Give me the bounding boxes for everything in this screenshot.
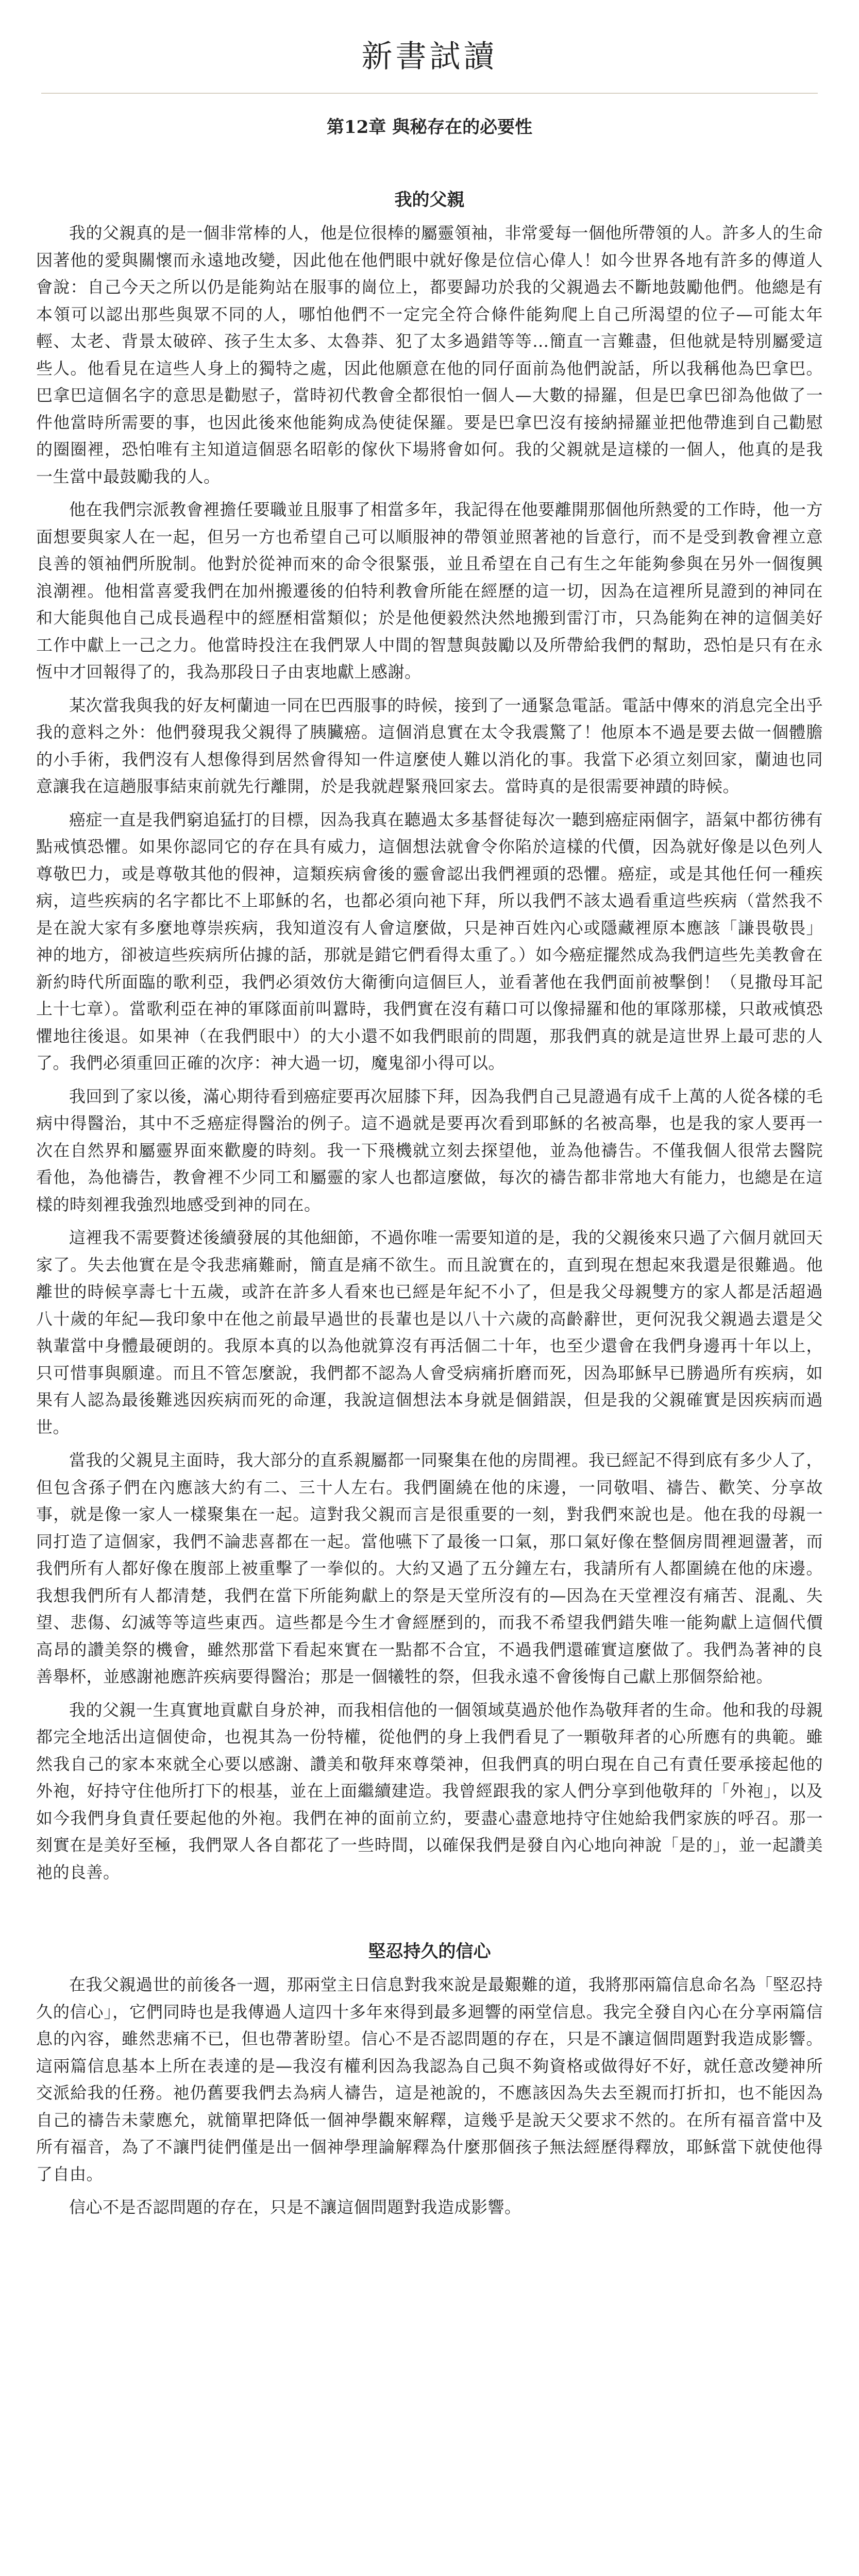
- paragraph: 我的父親真的是一個非常棒的人，他是位很棒的屬靈領袖，非常愛每一個他所帶領的人。許多人的生命因著他的愛與關懷而永遠地改變，因此他在他們眼中就好像是位信心偉人！如今世界各地有許多的傳道人會說：自己今天之所以仍是能夠站在服事的崗位上，都要歸功於我的父親過去不斷地鼓勵他們。他總是有本領可以認出那些與眾不同的人，哪怕他們不一定完全符合條件能夠爬上自己所渴望的位子—可能太年輕、太老、背景太破碎、孩子生太多、太魯莽、犯了太多過錯等等…簡直一言難盡，但他就是特別屬愛這些人。他看見在這些人身上的獨特之處，因此他願意在他的同仔面前為他們說話，所以我稱他為巴拿巴。巴拿巴這個名字的意思是勸慰子，當時初代教會全都很怕一個人—大數的掃羅，但是巴拿巴卻為他做了一件他當時所需要的事，也因此後來他能夠成為使徒保羅。要是巴拿巴沒有接納掃羅並把他帶進到自己勸慰的圈圈裡，恐怕唯有主知道這個惡名昭彰的傢伙下場將會如何。我的父親就是這樣的一個人，他真的是我一生當中最鼓勵我的人。: [36, 223, 823, 486]
- paragraph: 這裡我不需要贅述後續發展的其他細節，不過你唯一需要知道的是，我的父親後來只過了六個月就回天家了。失去他實在是令我悲痛難耐，簡直是痛不欲生。而且說實在的，直到現在想起來我還是很難過。他離世的時候享壽七十五歲，或許在許多人看來也已經是年紀不小了，但是我父母親雙方的家人都是活超過八十歲的年紀—我印象中在他之前最早過世的長輩也是以八十六歲的高齡辭世，更何況我父親過去還是父執輩當中身體最硬朗的。我原本真的以為他就算沒有再活個二十年，也至少還會在我們身邊再十年以上，只可惜事與願違。而且不管怎麼說，我們都不認為人會受病痛折磨而死，因為耶穌早已勝過所有疾病，如果有人認為最後難逃因疾病而死的命運，我說這個想法本身就是個錯誤，但是我的父親確實是因疾病而過世。: [36, 1228, 823, 1437]
- paragraph: 信心不是否認問題的存在，只是不讓這個問題對我造成影響。: [69, 2197, 521, 2217]
- paragraph: 某次當我與我的好友柯蘭迪一同在巴西服事的時候，接到了一通緊急電話。電話中傳來的消息完全出乎我的意料之外：他們發現我父親得了胰臟癌。這個消息實在太令我震驚了！他原本不過是要去做一個體膽的小手術，我們沒有人想像得到居然會得知一件這麼使人難以消化的事。我當下必須立刻回家，蘭迪也同意讓我在這趟服事結束前就先行離開，於是我就趕緊飛回家去。當時真的是很需要神蹟的時候。: [36, 695, 823, 796]
- chapter-title: 第12章 與秘存在的必要性: [326, 117, 533, 138]
- section-heading: 我的父親: [394, 190, 465, 210]
- paragraph: 他在我們宗派教會裡擔任要職並且服事了相當多年，我記得在他要離開那個他所熱愛的工作時，他一方面想要與家人在一起，但另一方也希望自己可以順服神的帶領並照著祂的旨意行，而不是受到教會裡立意良善的領袖們所脫制。他對於從神而來的命令很緊張，並且希望在自己有生之年能夠參與在另外一個復興浪潮裡。他相當喜愛我們在加州搬遷後的伯特利教會所能在經歷的這一切，因為在這裡所見證到的神同在和大能與他自己成長過程中的經歷相當類似；於是他便毅然決然地搬到雷汀市，只為能夠在神的這個美好工作中獻上一己之力。他當時投注在我們眾人中間的智慧與鼓勵以及所帶給我們的幫助，恐怕是只有在永恆中才回報得了的，我為那段日子由衷地獻上感謝。: [36, 500, 823, 682]
- section-heading: 堅忍持久的信心: [368, 1941, 491, 1962]
- paragraph: 我回到了家以後，滿心期待看到癌症要再次屈膝下拜，因為我們自己見證過有成千上萬的人從各樣的毛病中得醫治，其中不乏癌症得醫治的例子。這不過就是要再次看到耶穌的名被高舉，也是我的家人要再一次在自然界和屬靈界面來歡慶的時刻。我一下飛機就立刻去探望他，並為他禱告。不僅我個人很常去醫院看他，為他禱告，教會裡不少同工和屬靈的家人也都這麼做，每次的禱告都非常地大有能力，也總是在這樣的時刻裡我強烈地感受到神的同在。: [36, 1086, 823, 1214]
- paragraph: 癌症一直是我們窮追猛打的目標，因為我真在聽過太多基督徒每次一聽到癌症兩個字，語氣中都彷彿有點戒慎恐懼。如果你認同它的存在具有威力，這個想法就會令你陷於這樣的代價，因為就好像是以色列人尊敬巴力，或是尊敬其他的假神，這類疾病會後的靈會認出我們裡頭的恐懼。癌症，或是其他任何一種疾病，這些疾病的名字都比不上耶穌的名，也都必須向祂下拜，所以我們不該太過看重這些疾病（當然我不是在說大家有多麼地尊崇疾病，我知道沒有人會這麼做，只是神百姓內心或隱藏裡原本應該「謙畏敬畏」神的地方，卻被這些疾病所佔據的話，那就是錯它們看得太重了。）如今癌症擺然成為我們這些先美教會在新約時代所面臨的歌利亞，我們必須效仿大衛衝向這個巨人，並看著他在我們面前被擊倒！（見撒母耳記上十七章）。當歌利亞在神的軍隊面前叫囂時，我們實在沒有藉口可以像掃羅和他的軍隊那樣，只敢戒慎恐懼地往後退。如果神（在我們眼中）的大小還不如我們眼前的問題，那我們真的就是這世界上最可悲的人了。我們必須重回正確的次序：神大過一切，魔鬼卻小得可以。: [36, 809, 823, 1073]
- section-enduring-faith: [36, 1938, 823, 2221]
- paragraph: 我的父親一生真實地貢獻自身於神，而我相信他的一個領域莫過於他作為敬拜者的生命。他和我的母親都完全地活出這個使命，也視其為一份特權，從他們的身上我們看見了一顆敬拜者的心所應有的典範。雖然我自己的家本來就全心要以感謝、讚美和敬拜來尊榮神，但我們真的明白現在自己有責任要承接起他的外袍，好持守住他所打下的根基，並在上面繼續建造。我曾經跟我的家人們分享到他敬拜的「外袍」，以及如今我們身負責任要起他的外袍。我們在神的面前立約，要盡心盡意地持守住她給我們家族的呼召。那一刻實在是美好至極，我們眾人各自都花了一些時間，以確保我們是發自內心地向神說「是的」，並一起讚美祂的良善。: [36, 1700, 823, 1882]
- section-gap: [36, 1892, 823, 1938]
- divider: [41, 93, 818, 94]
- section-my-father: [36, 187, 823, 1886]
- book-title: 新書試讀: [361, 39, 498, 75]
- paragraph: 當我的父親見主面時，我大部分的直系親屬都一同聚集在他的房間裡。我已經記不得到底有多少人了，但包含孫子們在內應該大約有二、三十人左右。我們圍繞在他的床邊，一同敬唱、禱告、歡笑、分享故事，就是像一家人一樣聚集在一起。這對我父親而言是很重要的一刻，對我們來說也是。他在我的母親一同打造了這個家，我們不論悲喜都在一起。當他嚥下了最後一口氣，那口氣好像在整個房間裡迴盪著，而我們所有人都好像在腹部上被重擊了一拳似的。大約又過了五分鐘左右，我請所有人都圍繞在他的床邊。我想我們所有人都清楚，我們在當下所能夠獻上的祭是天堂所沒有的—因為在天堂裡沒有痛苦、混亂、失望、悲傷、幻滅等等這些東西。這些都是今生才會經歷到的，而我不希望我們錯失唯一能夠獻上這個代價高昂的讚美祭的機會，雖然那當下看起來實在一點都不合宜，不過我們還確實這麼做了。我們為著神的良善舉杯，並感謝祂應許疾病要得醫治；那是一個犧牲的祭，但我永遠不會後悔自己獻上那個祭給祂。: [36, 1450, 823, 1686]
- paragraph: 在我父親過世的前後各一週，那兩堂主日信息對我來說是最艱難的道，我將那兩篇信息命名為「堅忍持久的信心」，它們同時也是我傳過人這四十多年來得到最多迴響的兩堂信息。我完全發自內心在分享兩篇信息的內容，雖然悲痛不已，但也帶著盼望。信心不是否認問題的存在，只是不讓這個問題對我造成影響。這兩篇信息基本上所在表達的是—我沒有權利因為我認為自己與不夠資格或做得好不好，就任意改變神所交派給我的任務。祂仍舊要我們去為病人禱告，這是祂說的，不應該因為失去至親而打折扣，也不能因為自己的禱告未蒙應允，就簡單把降低一個神學觀來解釋，這幾乎是說天父要求不然的。在所有福音當中及所有福音，為了不讓門徒們僅是出一個神學理論解釋為什麼那個孩子無法經歷得釋放，耶穌當下就使他得了自由。: [36, 1975, 823, 2184]
